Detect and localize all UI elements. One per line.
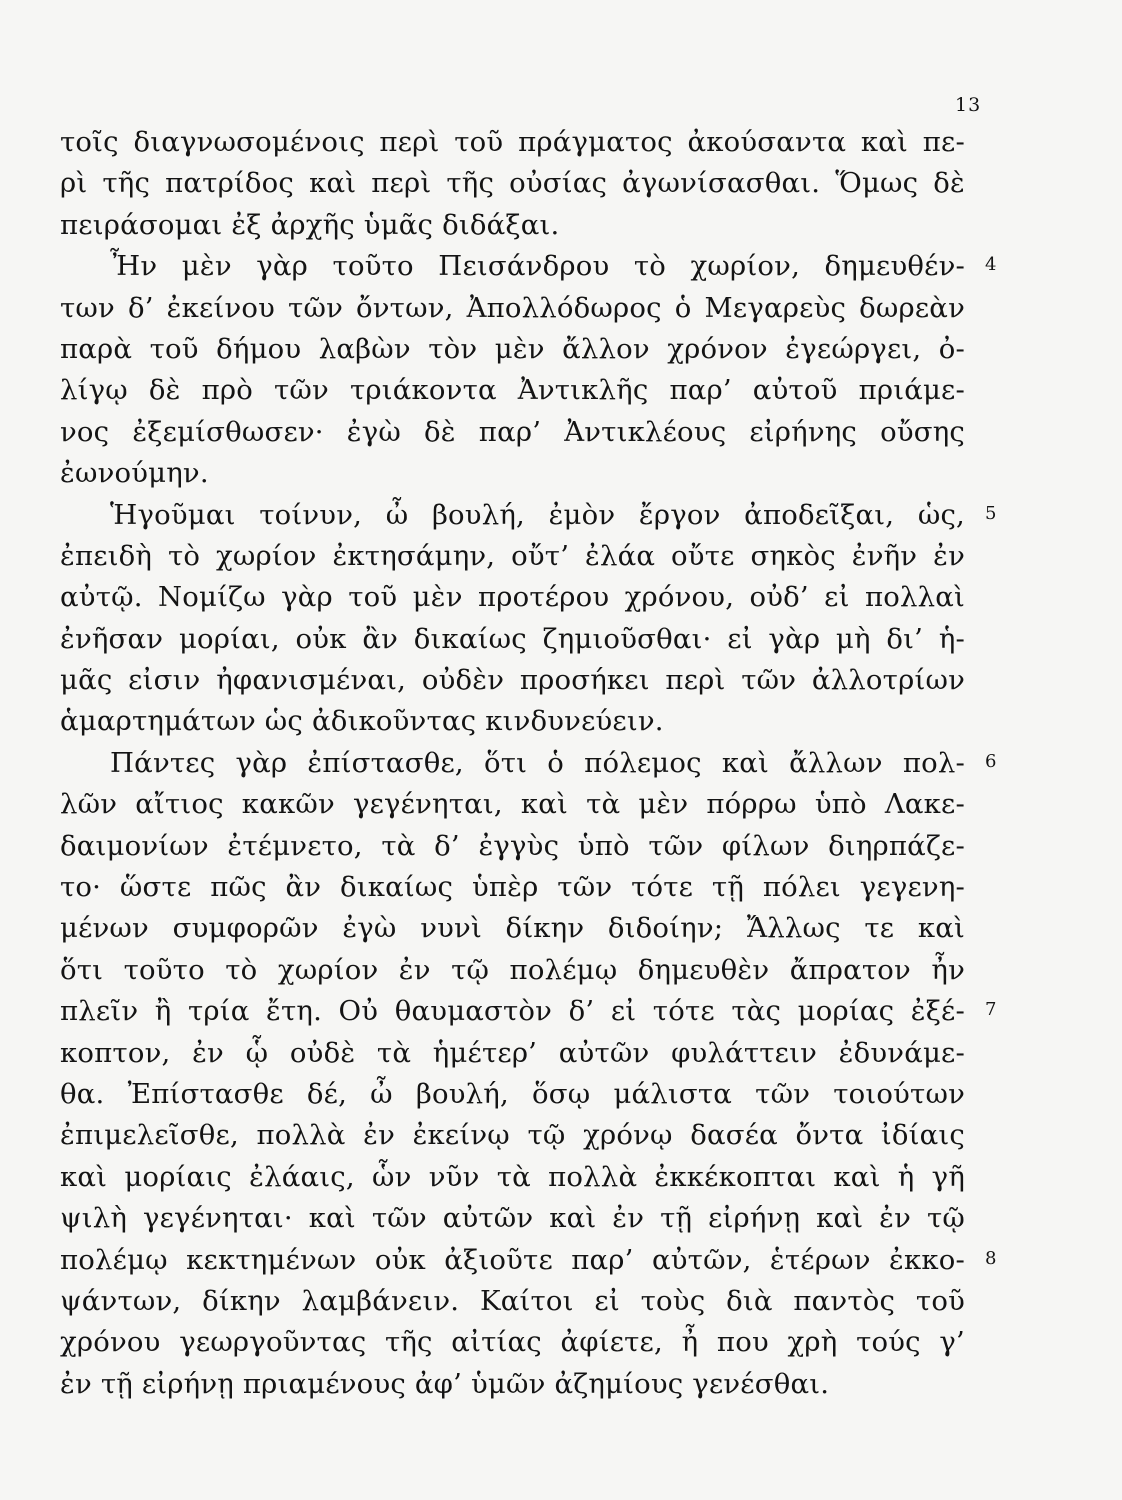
body-text [60,122,997,1405]
text-line: πολέμῳ κεκτημένων οὐκ ἀξιοῦτε παρ’ αὐτῶν, ἑτέρων ἐκκο- [60,1243,965,1276]
text-line: ἐωνούμην. [60,457,209,490]
section-number: 8 [985,1247,997,1269]
text-line: αὐτῷ. Νομίζω γὰρ τοῦ μὲν προτέρου χρόνου, οὐδ’ εἰ πολλαὶ [60,581,965,614]
text-line: κοπτον, ἐν ᾧ οὐδὲ τὰ ἡμέτερ’ αὐτῶν φυλάττειν ἐδυνάμε- [60,1036,965,1069]
text-line: ἐνῆσαν μορίαι, οὐκ ἂν δικαίως ζημιοῦσθαι· εἰ γὰρ μὴ δι’ ἡ- [60,622,965,655]
text-line: το· ὥστε πῶς ἂν δικαίως ὑπὲρ τῶν τότε τῇ πόλει γεγενη- [60,871,965,904]
text-line: πειράσομαι ἐξ ἀρχῆς ὑμᾶς διδάξαι. [60,208,560,241]
text-line: καὶ μορίαις ἐλάαις, ὧν νῦν τὰ πολλὰ ἐκκέκοπται καὶ ἡ γῆ [60,1160,965,1193]
text-line: πλεῖν ἢ τρία ἔτη. Οὐ θαυμαστὸν δ’ εἰ τότε τὰς μορίας ἐξέ- [60,995,965,1028]
text-line: χρόνου γεωργοῦντας τῆς αἰτίας ἀφίετε, ἦ που χρὴ τούς γ’ [60,1326,965,1359]
text-line: μᾶς εἰσιν ἠφανισμέναι, οὐδὲν προσήκει περὶ τῶν ἀλλοτρίων [60,664,965,697]
text-line: ὅτι τοῦτο τὸ χωρίον ἐν τῷ πολέμῳ δημευθὲν ἄπρατον ἦν [60,953,965,986]
text-line: ρὶ τῆς πατρίδος καὶ περὶ τῆς οὐσίας ἀγωνίσασθαι. Ὅμως δὲ [60,167,965,200]
text-line: λῶν αἴτιος κακῶν γεγένηται, καὶ τὰ μὲν πόρρω ὑπὸ Λακε- [60,788,965,821]
text-line: μένων συμφορῶν ἐγὼ νυνὶ δίκην διδοίην; Ἄλλως τε καὶ [60,912,965,945]
text-line: ἐν τῇ εἰρήνῃ πριαμένους ἀφ’ ὑμῶν ἀζημίους γενέσθαι. [60,1367,830,1400]
text-line: ἐπιμελεῖσθε, πολλὰ ἐν ἐκείνῳ τῷ χρόνῳ δασέα ὄντα ἰδίαις [60,1119,965,1152]
text-line: ἐπειδὴ τὸ χωρίον ἐκτησάμην, οὔτ’ ἐλάα οὔτε σηκὸς ἐνῆν ἐν [60,539,965,572]
section-number: 6 [985,751,997,772]
text-line: νος ἐξεμίσθωσεν· ἐγὼ δὲ παρ’ Ἀντικλέους εἰρήνης οὔσης [60,415,965,448]
section-number: 5 [985,502,997,524]
section-number: 4 [985,254,997,276]
section-number: 7 [985,999,997,1021]
text-line: τοῖς διαγνωσομένοις περὶ τοῦ πράγματος ἀκούσαντα καὶ πε- [60,126,965,158]
page-number: 13 [955,94,982,116]
text-line: Ἦν μὲν γὰρ τοῦτο Πεισάνδρου τὸ χωρίον, δημευθέν- [110,250,965,283]
text-line: θα. Ἐπίστασθε δέ, ὦ βουλή, ὅσῳ μάλιστα τῶν τοιούτων [60,1077,965,1110]
text-line: παρὰ τοῦ δήμου λαβὼν τὸν μὲν ἄλλον χρόνον ἐγεώργει, ὀ- [60,332,965,365]
text-line: δαιμονίων ἐτέμνετο, τὰ δ’ ἐγγὺς ὑπὸ τῶν φίλων διηρπάζε- [60,829,965,862]
text-line: ἁμαρτημάτων ὡς ἀδικοῦντας κινδυνεύειν. [60,705,664,738]
text-line: Πάντες γὰρ ἐπίστασθε, ὅτι ὁ πόλεμος καὶ ἄλλων πολ- [110,746,965,779]
text-line: των δ’ ἐκείνου τῶν ὄντων, Ἀπολλόδωρος ὁ Μεγαρεὺς δωρεὰν [60,291,965,324]
text-line: ψάντων, δίκην λαμβάνειν. Καίτοι εἰ τοὺς διὰ παντὸς τοῦ [60,1284,965,1317]
text-line: ψιλὴ γεγένηται· καὶ τῶν αὐτῶν καὶ ἐν τῇ εἰρήνῃ καὶ ἐν τῷ [60,1202,965,1235]
text-line: Ἡγοῦμαι τοίνυν, ὦ βουλή, ἐμὸν ἔργον ἀποδεῖξαι, ὡς, [110,498,965,531]
text-line: λίγῳ δὲ πρὸ τῶν τριάκοντα Ἀντικλῆς παρ’ αὐτοῦ πριάμε- [60,374,965,407]
